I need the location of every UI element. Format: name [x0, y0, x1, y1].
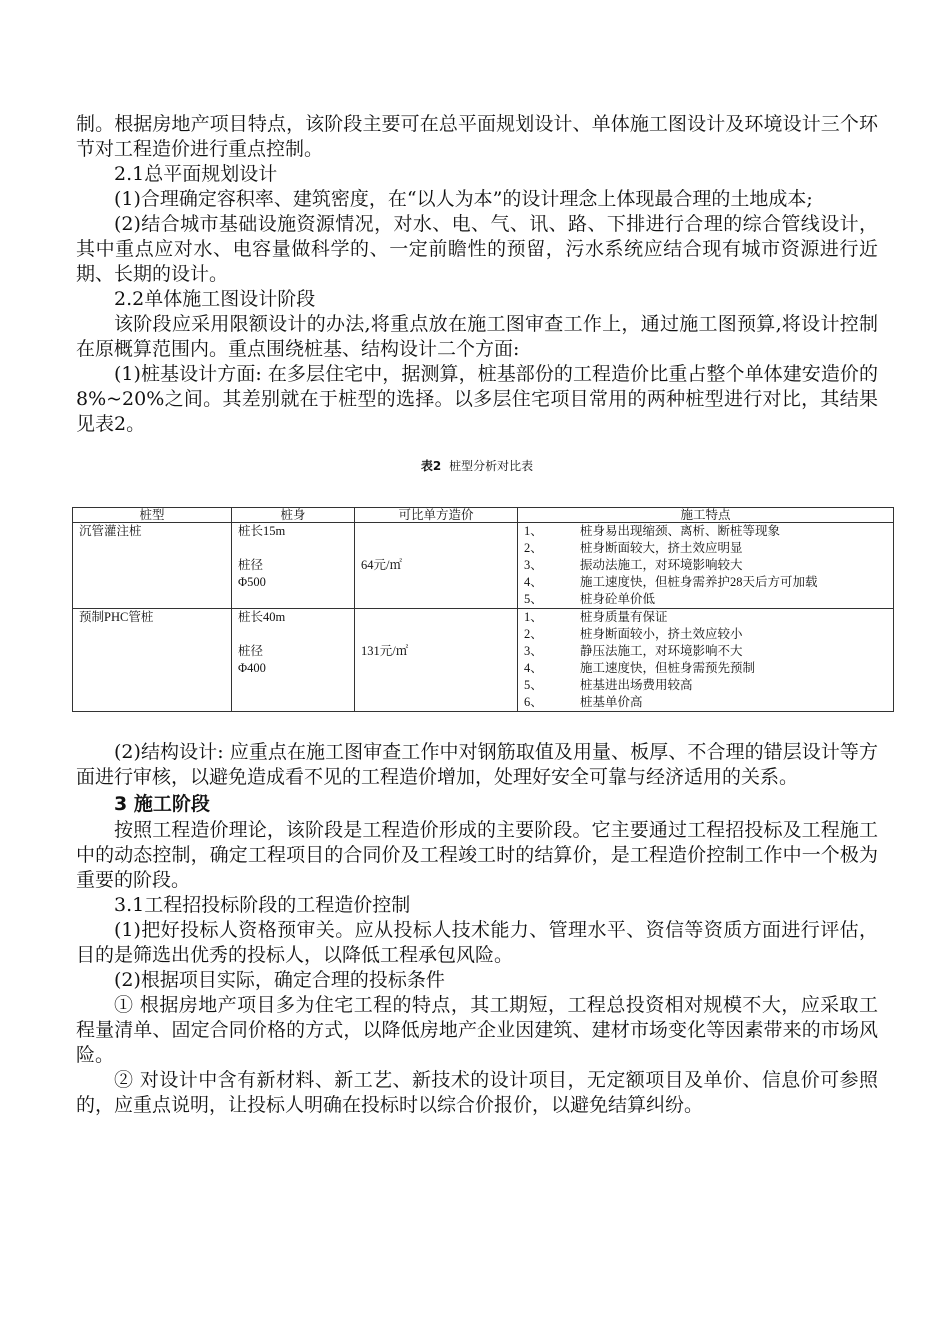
feature-index: 2、	[524, 627, 543, 641]
feature-item	[524, 660, 887, 677]
feature-item	[524, 694, 887, 711]
feature-item	[524, 523, 887, 540]
paragraph: (1)桩基设计方面: 在多层住宅中，据测算，桩基部份的工程造价比重占整个单体建安造价的8%~20%之间。其差别就在于桩型的选择。以多层住宅项目常用的两种桩型进行对比，其结果见表2。	[76, 363, 878, 435]
feature-index: 3、	[524, 644, 543, 658]
feature-index: 1、	[524, 610, 543, 624]
paragraph: (2)根据项目实际，确定合理的投标条件	[114, 969, 445, 991]
table-caption	[76, 457, 878, 475]
cell-unit-cost	[355, 523, 518, 609]
section-heading-3-1: 3.1工程招投标阶段的工程造价控制	[114, 894, 411, 916]
table-header-row	[73, 508, 894, 523]
pile-diameter-label: 桩径	[238, 644, 264, 658]
paragraph: (1)把好投标人资格预审关。应从投标人技术能力、管理水平、资信等资质方面进行评估，目的是筛选出优秀的投标人，以降低工程承包风险。	[76, 919, 878, 966]
feature-index: 6、	[524, 695, 543, 709]
cell-features	[518, 609, 894, 712]
feature-text: 桩身断面较大，挤土效应明显	[580, 541, 743, 555]
feature-text: 桩身质量有保证	[580, 610, 668, 624]
pile-length: 桩长15m	[238, 524, 286, 538]
paragraph: ② 对设计中含有新材料、新工艺、新技术的设计项目，无定额项目及单价、信息价可参照的，应重点说明，让投标人明确在投标时以综合价报价，以避免结算纠纷。	[76, 1069, 878, 1116]
cell-unit-cost	[355, 609, 518, 712]
pile-diameter: Φ400	[238, 661, 266, 675]
pile-diameter-label: 桩径	[238, 558, 264, 572]
feature-index: 5、	[524, 592, 543, 606]
feature-text: 桩身断面较小，挤土效应较小	[580, 627, 743, 641]
feature-item	[524, 540, 887, 557]
cell-features	[518, 523, 894, 609]
cell-pile-body	[232, 523, 355, 609]
feature-text: 桩身砼单价低	[580, 592, 656, 606]
table-caption-number: 表2	[420, 459, 442, 473]
feature-item	[524, 591, 887, 608]
feature-item	[524, 609, 887, 626]
paragraph: ① 根据房地产项目多为住宅工程的特点，其工期短，工程总投资相对规模不大，应采取工程量清单、固定合同价格的方式，以降低房地产企业因建筑、建材市场变化等因素带来的市场风险。	[76, 994, 878, 1066]
table-caption-text: 桩型分析对比表	[449, 459, 534, 473]
paragraph: (2)结构设计: 应重点在施工图审查工作中对钢筋取值及用量、板厚、不合理的错层设计等方面进行审核，以避免造成看不见的工程造价增加，处理好安全可靠与经济适用的关系。	[76, 741, 878, 788]
document-page	[76, 112, 878, 1118]
section-heading-2-1: 2.1总平面规划设计	[114, 163, 278, 185]
header-construction-features: 施工特点	[518, 508, 894, 523]
pile-length: 桩长40m	[238, 610, 286, 624]
feature-item	[524, 626, 887, 643]
feature-text: 振动法施工，对环境影响较大	[580, 558, 743, 572]
paragraph: (2)结合城市基础设施资源情况，对水、电、气、讯、路、下排进行合理的综合管线设计，其中重点应对水、电容量做科学的、一定前瞻性的预留，污水系统应结合现有城市资源进行近期、长期的设计。	[76, 213, 878, 285]
feature-index: 3、	[524, 558, 543, 572]
paragraph: 制。根据房地产项目特点，该阶段主要可在总平面规划设计、单体施工图设计及环境设计三个环节对工程造价进行重点控制。	[76, 113, 878, 160]
cell-pile-body	[232, 609, 355, 712]
feature-index: 1、	[524, 524, 543, 538]
section-heading-2-2: 2.2单体施工图设计阶段	[114, 288, 316, 310]
feature-text: 静压法施工，对环境影响不大	[580, 644, 743, 658]
feature-index: 5、	[524, 678, 543, 692]
cell-pile-type: 预制PHC管桩	[73, 609, 232, 712]
paragraph: 该阶段应采用限额设计的办法,将重点放在施工图审查工作上，通过施工图预算,将设计控制在原概算范围内。重点围绕桩基、结构设计二个方面:	[76, 313, 878, 360]
feature-text: 桩基单价高	[580, 695, 643, 709]
feature-item	[524, 643, 887, 660]
paragraph: 按照工程造价理论，该阶段是工程造价形成的主要阶段。它主要通过工程招投标及工程施工中的动态控制，确定工程项目的合同价及工程竣工时的结算价，是工程造价控制工作中一个极为重要的阶段。	[76, 819, 878, 891]
pile-diameter: Φ500	[238, 575, 266, 589]
feature-item	[524, 557, 887, 574]
feature-text: 桩基进出场费用较高	[580, 678, 693, 692]
header-pile-body: 桩身	[232, 508, 355, 523]
feature-index: 4、	[524, 661, 543, 675]
feature-text: 施工速度快，但桩身需养护28天后方可加载	[580, 575, 818, 589]
pile-comparison-table	[72, 507, 894, 712]
feature-index: 2、	[524, 541, 543, 555]
table-row	[73, 523, 894, 609]
unit-cost-value: 131元/㎡	[361, 644, 409, 658]
feature-index: 4、	[524, 575, 543, 589]
unit-cost-value: 64元/㎡	[361, 558, 402, 572]
cell-pile-type: 沉管灌注桩	[73, 523, 232, 609]
section-heading-3: 3 施工阶段	[114, 793, 210, 815]
feature-text: 桩身易出现缩颈、离析、断桩等现象	[580, 524, 781, 538]
header-unit-cost: 可比单方造价	[355, 508, 518, 523]
feature-item	[524, 574, 887, 591]
paragraph: (1)合理确定容积率、建筑密度，在“以人为本”的设计理念上体现最合理的土地成本;	[114, 188, 813, 210]
table-row	[73, 609, 894, 712]
header-pile-type: 桩型	[73, 508, 232, 523]
feature-item	[524, 677, 887, 694]
feature-text: 施工速度快，但桩身需预先预制	[580, 661, 756, 675]
